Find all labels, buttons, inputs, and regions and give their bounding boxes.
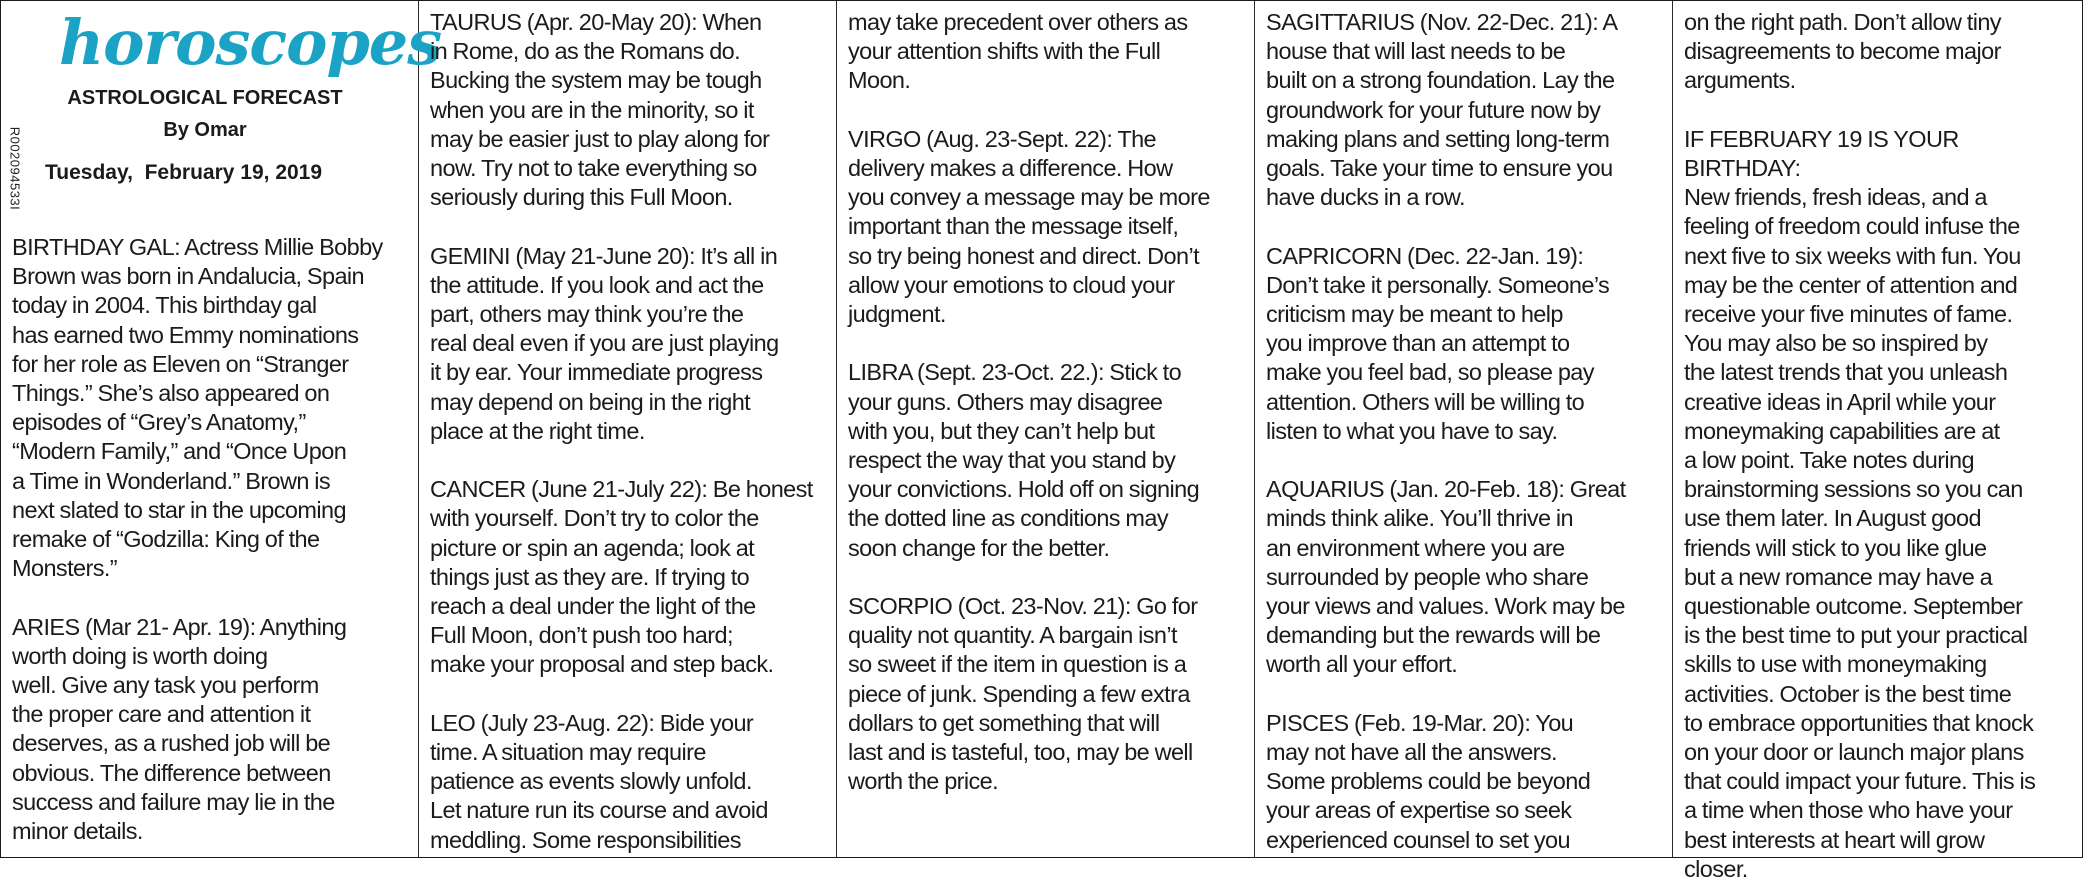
column-5: [1673, 1, 2082, 882]
ad-code: R002094533I: [7, 126, 23, 211]
column-4: [1255, 1, 1673, 857]
column-3: [837, 1, 1255, 857]
column-text: TAURUS (Apr. 20-May 20): When in Rome, do as the Romans do. Bucking the system may be tough when you are in the minority, so it may be easier just to play along for now. Try not to take everything so seriously during this Full Moon. GEMINI (May 21-June 20): It’s all in the attitude. If you look and act the part, others may think you’re the real deal even if you are just playing it by ear. Your immediate progress may depend on being in the right place at the right time. CANCER (June 21-July 22): Be honest with yourself. Don’t try to color the picture or spin an agenda; look at things just as they are. If trying to reach a deal under the light of the Full Moon, don’t push too hard; make your proposal and step back. LEO (July 23-Aug. 22): Bide your time. A situation may require patience as events slowly unfold. Let nature run its course and avoid meddling. Some responsibilities: [430, 9, 813, 853]
column-text: on the right path. Don’t allow tiny disagreements to become major arguments. IF FEBRUARY 19 IS YOUR BIRTHDAY: New friends, fresh ideas, and a feeling of freedom could infuse the next five to six weeks with fun. You may be the center of attention and receive your five minutes of fame. You may also be so inspired by the latest trends that you unleash creative ideas in April while your moneymaking capabilities are at a low point. Take notes during brainstorming sessions so you can use them later. In August good friends will stick to you like glue but a new romance may have a questionable outcome. September is the best time to put your practical skills to use with moneymaking activities. October is the best time to embrace opportunities that knock on your door or launch major plans that could impact your future. This is a time when those who have your best interests at heart will grow closer.: [1684, 9, 2036, 882]
section-subtitle: ASTROLOGICAL FORECAST: [67, 87, 343, 109]
column-text: may take precedent over others as your attention shifts with the Full Moon. VIRGO (Aug. 23-Sept. 22): The delivery makes a difference. How you convey a message may be more important than the message itself, so try being honest and direct. Don’t allow your emotions to cloud your judgment. LIBRA (Sept. 23-Oct. 22.): Stick to your guns. Others may disagree with you, but they can’t help but respect the way that you stand by your convictions. Hold off on signing the dotted line as conditions may soon change for the better. SCORPIO (Oct. 23-Nov. 21): Go for quality not quantity. A bargain isn’t so sweet if the item in question is a piece of junk. Spending a few extra dollars to get something that will last and is tasteful, too, may be well worth the price.: [848, 9, 1210, 795]
column-text: BIRTHDAY GAL: Actress Millie Bobby Brown was born in Andalucia, Spain today in 2004. This birthday gal has earned two Emmy nominations for her role as Eleven on “Stranger Things.” She’s also appeared on episodes of “Grey’s Anatomy,” “Modern Family,” and “Once Upon a Time in Wonderland.” Brown is next slated to star in the upcoming remake of “Godzilla: King of the Monsters.” ARIES (Mar 21- Apr. 19): Anything worth doing is worth doing well. Give any task you perform the proper care and attention it deserves, as a rushed job will be obvious. The difference between success and failure may lie in the minor details.: [12, 234, 383, 845]
horoscopes-logo: horoscopes: [59, 6, 442, 79]
column-1: [1, 1, 442, 857]
publication-date: Tuesday, February 19, 2019: [45, 161, 323, 184]
column-2: [419, 1, 837, 857]
column-text: SAGITTARIUS (Nov. 22-Dec. 21): A house that will last needs to be built on a strong foundation. Lay the groundwork for your future now by making plans and setting long-term goals. Take your time to ensure you have ducks in a row. CAPRICORN (Dec. 22-Jan. 19): Don’t take it personally. Someone’s criticism may be meant to help you improve than an attempt to make you feel bad, so please pay attention. Others will be willing to listen to what you have to say. AQUARIUS (Jan. 20-Feb. 18): Great minds think alike. You’ll thrive in an environment where you are surrounded by people who share your views and values. Work may be demanding but the rewards will be worth all your effort. PISCES (Feb. 19-Mar. 20): You may not have all the answers. Some problems could be beyond your areas of expertise so seek experienced counsel to set you: [1266, 9, 1626, 853]
byline: By Omar: [163, 119, 247, 141]
